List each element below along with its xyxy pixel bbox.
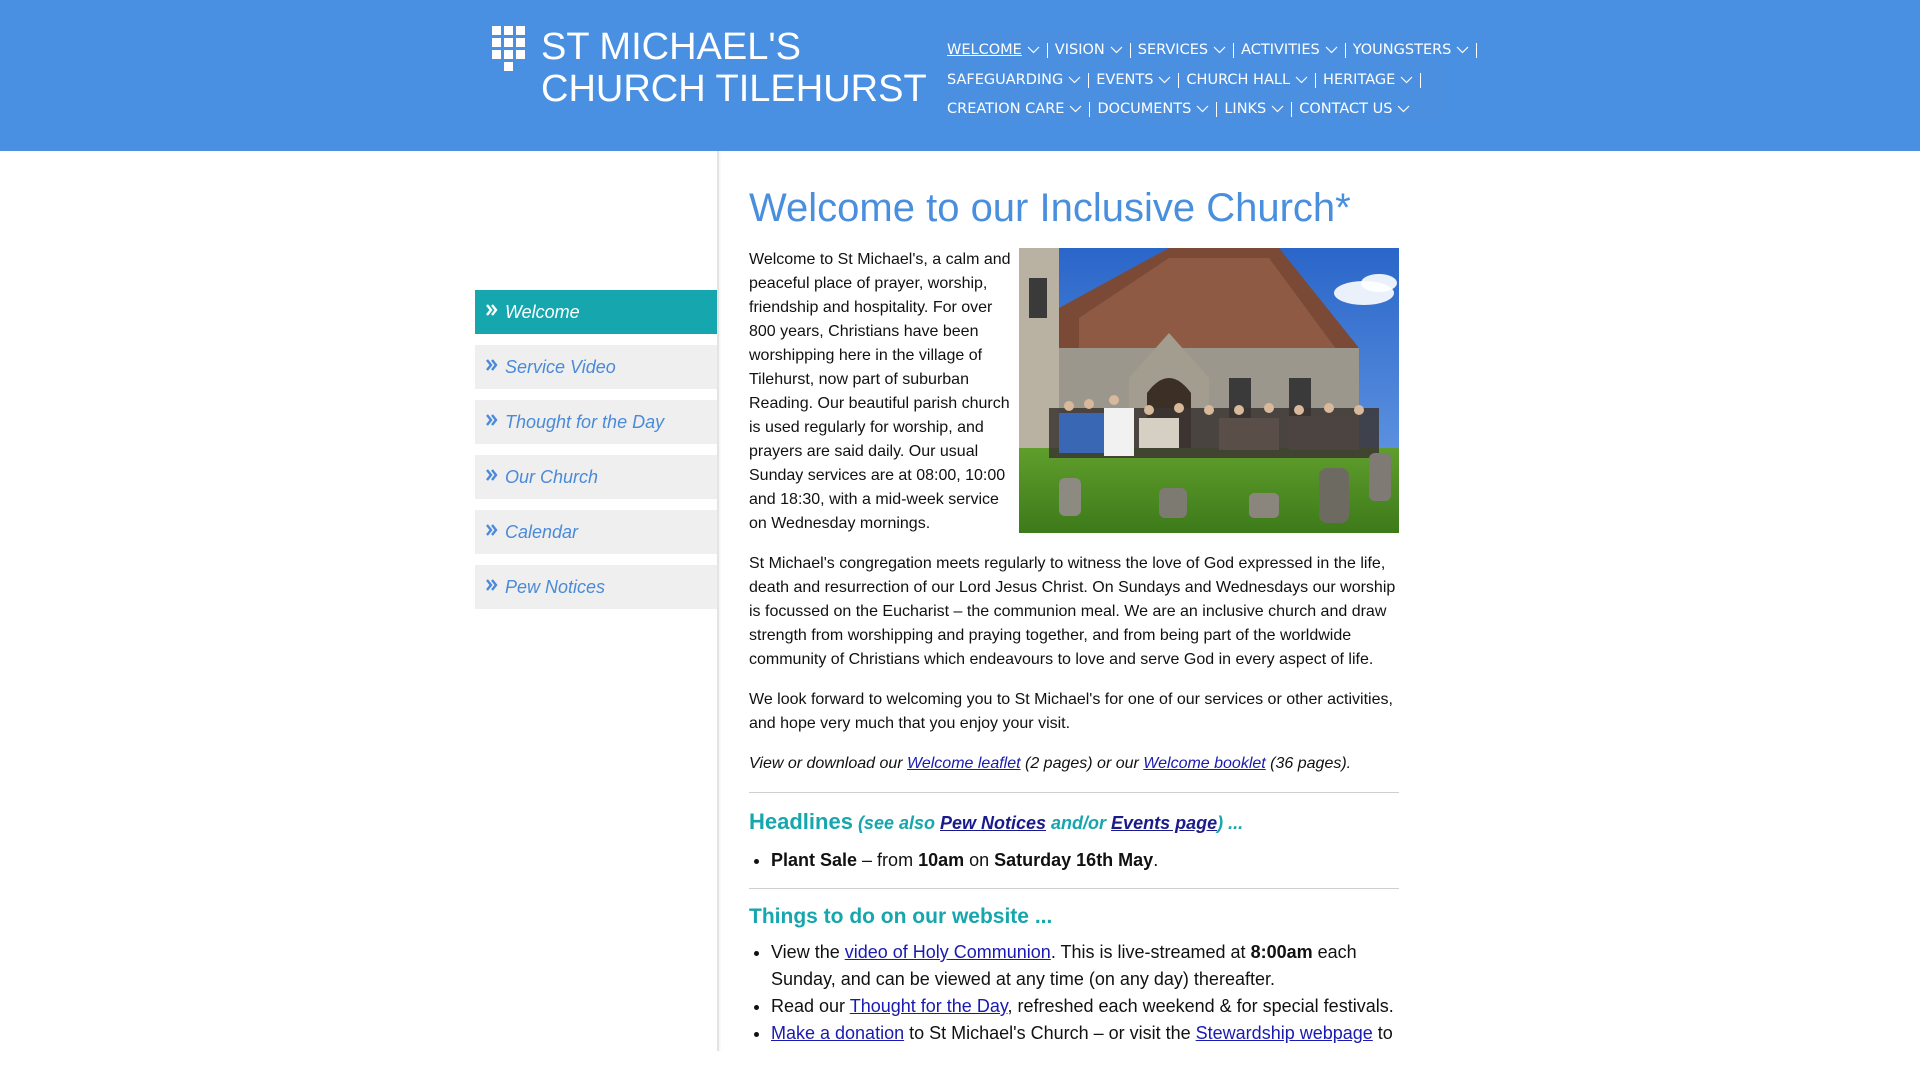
nav-row-2 [947, 68, 1428, 92]
nav-item-contact-us[interactable]: CONTACT US [1299, 101, 1410, 117]
chevron-down-icon [1295, 76, 1308, 84]
nav-item-heritage[interactable]: HERITAGE [1323, 72, 1413, 88]
nav-separator [1089, 102, 1090, 117]
video-holy-communion-link[interactable]: video of Holy Communion [844, 942, 1051, 962]
nav-item-documents[interactable]: DOCUMENTS [1097, 101, 1209, 117]
plant-sale-label: Plant Sale [771, 850, 858, 870]
sidebar-divider [717, 151, 719, 1051]
sidebar-item-label: Service Video [505, 356, 616, 377]
section-divider [749, 888, 1399, 889]
sidebar-item-label: Our Church [505, 466, 599, 487]
thought-for-the-day-link[interactable]: Thought for the Day [849, 996, 1008, 1016]
sidebar-item-thought-for-the-day[interactable] [475, 400, 717, 444]
events-page-link[interactable]: Events page [1111, 813, 1218, 833]
nav-item-youngsters[interactable]: YOUNGSTERS [1353, 42, 1470, 58]
site-title[interactable] [541, 26, 927, 110]
welcome-booklet-link[interactable]: Welcome booklet [1143, 755, 1266, 772]
nav-item-activities[interactable]: ACTIVITIES [1241, 42, 1338, 58]
nav-row-1 [947, 38, 1484, 62]
chevron-down-icon [1400, 76, 1413, 84]
nav-separator [1420, 73, 1421, 88]
sidebar-item-welcome[interactable] [475, 290, 717, 334]
double-chevron-right-icon [485, 303, 499, 317]
chevron-down-icon [1325, 46, 1338, 54]
double-chevron-right-icon [485, 578, 499, 592]
nav-item-church-hall[interactable]: CHURCH HALL [1186, 72, 1308, 88]
intro-paragraph: Welcome to St Michael's, a calm and peaceful place of prayer, worship, friendship and hospitality. For over 800 years, Christians have been worshipping here in the village of Tilehurst, now part of suburban Reading. Our beautiful parish church is used regularly for worship, and prayers are said daily. Our usual Sunday services are at 08:00, 10:00 and 18:30, with a mid-week service on Wednesday mornings. [749, 251, 1011, 532]
headlines-see-also: (see also [852, 813, 940, 833]
chevron-down-icon [1271, 105, 1284, 113]
chevron-down-icon [1110, 46, 1123, 54]
stream-time: 8:00am [1250, 942, 1313, 962]
nav-separator [1130, 43, 1131, 58]
sidebar-item-label: Pew Notices [505, 576, 606, 597]
item-text: . [1153, 850, 1159, 870]
site-title-line2: CHURCH TILEHURST [541, 68, 927, 110]
nav-separator [1088, 73, 1089, 88]
item-text: on [964, 850, 995, 870]
headlines-title: Headlines [749, 809, 853, 834]
welcome-visit-paragraph: We look forward to welcoming you to St Michael's for one of our services or other activities, and hope very much that you enjoy your visit. [749, 691, 1393, 732]
double-chevron-right-icon [485, 523, 499, 537]
nav-separator [1233, 43, 1234, 58]
main-content [749, 180, 1399, 1047]
item-text: to St Michael's Church – or visit the [904, 1023, 1196, 1043]
item-text: each Sunday, and can be viewed at any time (on any day) thereafter. [771, 942, 1357, 989]
download-suffix: (36 pages). [1265, 755, 1352, 772]
headlines-andor: and/or [1046, 813, 1112, 833]
item-text: Read our [771, 996, 850, 1016]
sidebar-item-label: Calendar [505, 521, 579, 542]
nav-separator [1345, 43, 1346, 58]
item-text: to [1372, 1023, 1393, 1043]
site-title-line1: ST MICHAEL'S [541, 26, 801, 68]
headlines-end: ) ... [1217, 813, 1244, 833]
download-middle: (2 pages) or our [1020, 755, 1144, 772]
section-divider [749, 792, 1399, 793]
sidebar [475, 290, 717, 620]
chevron-down-icon [1397, 105, 1410, 113]
things-to-do-list [749, 939, 1399, 1047]
chevron-down-icon [1069, 105, 1082, 113]
headlines-list [749, 847, 1399, 874]
sidebar-item-pew-notices[interactable] [475, 565, 717, 609]
chevron-down-icon [1158, 76, 1171, 84]
item-text: – from [857, 850, 919, 870]
sidebar-item-our-church[interactable] [475, 455, 717, 499]
double-chevron-right-icon [485, 358, 499, 372]
site-header [0, 0, 1920, 151]
chevron-down-icon [1196, 105, 1209, 113]
chevron-down-icon [1456, 46, 1469, 54]
nav-separator [1178, 73, 1179, 88]
sidebar-item-label: Thought for the Day [505, 411, 665, 432]
headlines-heading [749, 809, 1399, 835]
nav-separator [1315, 73, 1316, 88]
list-item [771, 847, 1399, 874]
nav-item-welcome[interactable]: WELCOME [947, 42, 1040, 58]
chevron-down-icon [1068, 76, 1081, 84]
stewardship-webpage-link[interactable]: Stewardship webpage [1195, 1023, 1373, 1043]
nav-separator [1216, 102, 1217, 117]
download-prefix: View or download our [749, 755, 908, 772]
list-item [771, 939, 1399, 993]
page-title: Welcome to our Inclusive Church* [749, 186, 1351, 230]
church-congregation-photo [1019, 248, 1399, 533]
chevron-down-icon [1027, 46, 1040, 54]
sidebar-item-service-video[interactable] [475, 345, 717, 389]
nav-item-links[interactable]: LINKS [1224, 101, 1284, 117]
nav-separator [1291, 102, 1292, 117]
download-paragraph [749, 752, 1399, 776]
chevron-down-icon [1213, 46, 1226, 54]
church-logo-icon[interactable] [492, 26, 526, 71]
item-text: . This is live-streamed at [1050, 942, 1251, 962]
nav-item-vision[interactable]: VISION [1055, 42, 1123, 58]
pew-notices-link[interactable]: Pew Notices [939, 813, 1047, 833]
welcome-leaflet-link[interactable]: Welcome leaflet [907, 755, 1021, 772]
nav-item-events[interactable]: EVENTS [1096, 72, 1171, 88]
sidebar-item-calendar[interactable] [475, 510, 717, 554]
nav-item-safeguarding[interactable]: SAFEGUARDING [947, 72, 1081, 88]
list-item [771, 1020, 1399, 1047]
nav-item-creation-care[interactable]: CREATION CARE [947, 101, 1082, 117]
plant-sale-time: 10am [918, 850, 965, 870]
nav-item-services[interactable]: SERVICES [1138, 42, 1226, 58]
nav-row-3 [947, 97, 1410, 121]
plant-sale-date: Saturday 16th May [994, 850, 1154, 870]
double-chevron-right-icon [485, 413, 499, 427]
things-to-do-heading: Things to do on our website ... [749, 905, 1053, 928]
list-item [771, 993, 1399, 1020]
sidebar-item-label: Welcome [505, 301, 580, 322]
item-text: View the [771, 942, 845, 962]
congregation-paragraph: St Michael's congregation meets regularly to witness the love of God expressed in the life, death and resurrection of our Lord Jesus Christ. On Sundays and Wednesdays our worship is focussed on the Eucharist – the communion meal. We are an inclusive church and draw strength from worshipping and praying together, and from being part of the worldwide community of Christians which endeavours to love and serve God in every aspect of life. [749, 555, 1396, 668]
nav-separator [1476, 43, 1477, 58]
item-text: , refreshed each weekend & for special festivals. [1007, 996, 1394, 1016]
double-chevron-right-icon [485, 468, 499, 482]
make-donation-link[interactable]: Make a donation [771, 1023, 905, 1043]
nav-separator [1047, 43, 1048, 58]
main-nav [940, 30, 1452, 122]
